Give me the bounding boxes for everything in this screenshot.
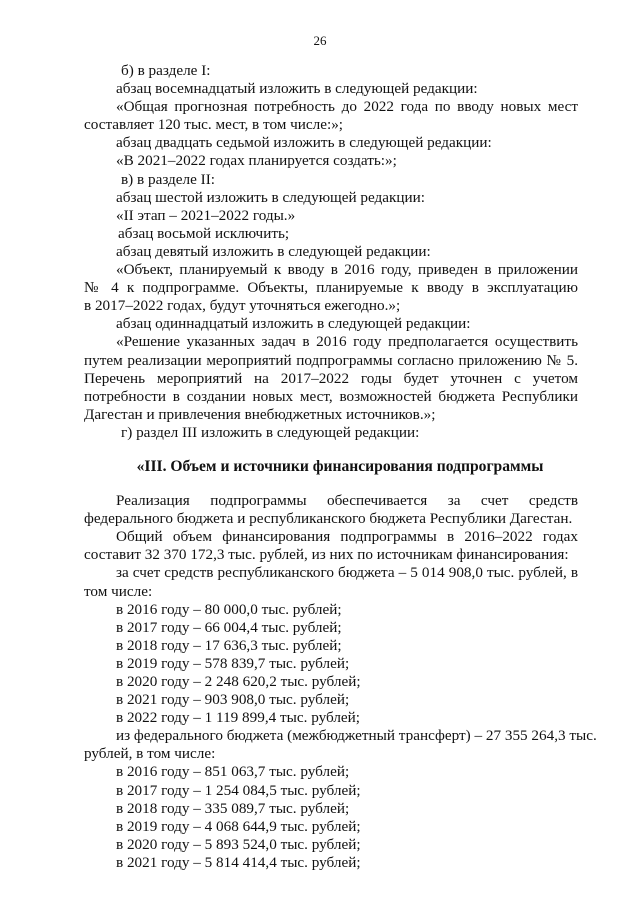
text-line: в 2017 году – 1 254 084,5 тыс. рублей; [116, 781, 361, 799]
text-line: Дагестан и привлечения внебюджетных источников.»; [84, 405, 436, 423]
text-line: в 2020 году – 5 893 524,0 тыс. рублей; [116, 835, 361, 853]
text-line: абзац девятый изложить в следующей редакции: [116, 242, 431, 260]
text-line: в 2020 году – 2 248 620,2 тыс. рублей; [116, 673, 361, 690]
section-heading: «III. Объем и источники финансирования подпрограммы [136, 457, 544, 475]
text-line: «Решение указанных задач в 2016 году предполагается осуществить [116, 333, 578, 351]
text-line: составляет 120 тыс. мест, в том числе:»; [84, 116, 344, 134]
text-line: «Объект, планируемый к вводу в 2016 году, приведен в приложении [116, 261, 578, 279]
text-line: том числе: [84, 582, 153, 600]
text-line: «II этап – 2021–2022 годы.» [116, 206, 296, 224]
text-line: в 2018 году – 335 089,7 тыс. рублей; [116, 799, 350, 817]
text-line: в 2018 году – 17 636,3 тыс. рублей; [116, 636, 342, 654]
text-line: федерального бюджета и республиканского бюджета Республики Дагестан. [84, 510, 573, 528]
text-line: абзац одиннадцатый изложить в следующей редакции: [116, 315, 471, 333]
text-line: потребности в создании новых мест, возможностей бюджета Республики [84, 387, 578, 405]
text-line: рублей, в том числе: [84, 745, 216, 763]
text-line: «В 2021–2022 годах планируется создать:»; [116, 152, 397, 170]
text-line: в) в разделе II: [121, 170, 215, 188]
text-line: в 2017–2022 годах, будут уточняться ежегодно.»; [84, 297, 401, 315]
text-line: б) в разделе I: [121, 62, 211, 79]
text-line: в 2019 году – 578 839,7 тыс. рублей; [116, 654, 350, 672]
text-line: «Общая прогнозная потребность до 2022 года по вводу новых мест [116, 98, 578, 116]
text-line: составит 32 370 172,3 тыс. рублей, из них по источникам финансирования: [84, 546, 569, 564]
blank-line [84, 442, 578, 458]
text-line: № 4 к подпрограмме. Объекты, планируемые к вводу в эксплуатацию [84, 279, 578, 297]
blank-line [84, 476, 578, 492]
text-line: абзац шестой изложить в следующей редакции: [116, 188, 425, 206]
text-line: за счет средств республиканского бюджета – 5 014 908,0 тыс. рублей, в [116, 564, 578, 582]
text-line: абзац восемнадцатый изложить в следующей редакции: [116, 80, 478, 98]
text-line: в 2016 году – 80 000,0 тыс. рублей; [116, 600, 342, 618]
text-line: в 2017 году – 66 004,4 тыс. рублей; [116, 618, 342, 636]
text-line: Общий объем финансирования подпрограммы в 2016–2022 годах [116, 528, 578, 546]
text-line: абзац восьмой исключить; [118, 224, 290, 242]
text-line: в 2016 году – 851 063,7 тыс. рублей; [116, 763, 350, 781]
text-line: из федерального бюджета (межбюджетный трансферт) – 27 355 264,3 тыс. [116, 727, 597, 745]
text-line: в 2021 году – 903 908,0 тыс. рублей; [116, 691, 350, 709]
page-number: 26 [313, 33, 327, 48]
text-line: в 2019 году – 4 068 644,9 тыс. рублей; [116, 817, 361, 835]
text-line: путем реализации мероприятий подпрограммы согласно приложению № 5. [84, 351, 578, 369]
text-line: Перечень мероприятий на 2017–2022 годы будет уточнен с учетом [84, 369, 578, 387]
text-line: в 2022 году – 1 119 899,4 тыс. рублей; [116, 709, 361, 727]
text-line: Реализация подпрограммы обеспечивается за счет средств [116, 492, 578, 510]
text-line: в 2021 году – 5 814 414,4 тыс. рублей; [116, 853, 361, 871]
text-line: г) раздел III изложить в следующей редакции: [121, 423, 420, 441]
text-line: абзац двадцать седьмой изложить в следующей редакции: [116, 134, 492, 152]
document-body [84, 62, 597, 872]
